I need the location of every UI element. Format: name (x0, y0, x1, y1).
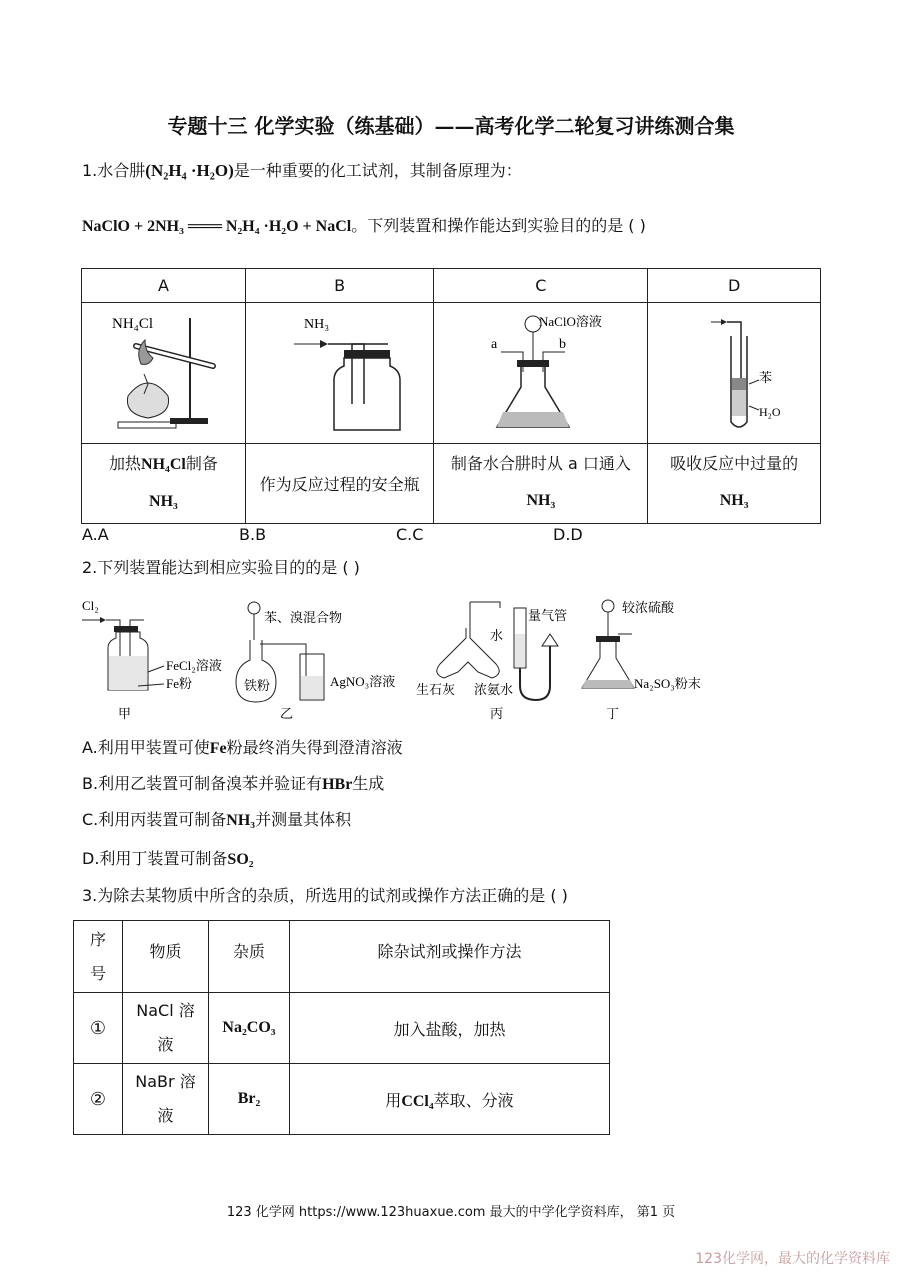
caption-d-line1: 吸收反应中过量的 (670, 454, 799, 473)
q2-option-a (82, 737, 403, 760)
q3-row2-method (290, 1064, 610, 1135)
q3-row2-no: ② (74, 1064, 123, 1135)
q2-option-c-post: 并测量其体积 (255, 810, 352, 829)
label-agno3: AgNO₃溶液 (330, 674, 396, 689)
q1-header-b: B (245, 269, 434, 303)
caption-d-line2: NH₃ (719, 492, 749, 509)
q2-stem: 2.下列装置能达到相应实验目的的是 ( ) (82, 558, 360, 577)
q1-header-c: C (434, 269, 648, 303)
label-water: H₂O (759, 405, 781, 419)
label-naclo: NaClO溶液 (538, 314, 602, 329)
q3-stem: 3.为除去某物质中所含的杂质，所选用的试剂或操作方法正确的是 ( ) (82, 886, 568, 905)
q1-formula: (N₂H₄ ·H₂O) (145, 161, 234, 180)
q1-diagram-a (82, 303, 246, 444)
q1-stem-pre: 1.水合肼 (82, 161, 146, 180)
caption-a-post: 制备 (185, 454, 218, 473)
q3-header-no-2: 号 (89, 963, 106, 983)
heating-apparatus-diagram (88, 306, 238, 436)
q1-option-a: A.A (82, 525, 109, 544)
q1-table (81, 268, 821, 524)
q3-row2-method-bold: CCl₄ (401, 1092, 434, 1110)
caption-c-line1: 制备水合肼时从 a 口通入 (450, 454, 631, 473)
q3-row1-method (290, 993, 610, 1064)
q3-row1-method-pre: 加入盐酸，加热 (393, 1019, 506, 1039)
q1-caption-b: 作为反应过程的安全瓶 (245, 444, 434, 524)
q2-apparatus-diagram (78, 594, 718, 726)
q2-option-a-post: 粉最终消失得到澄清溶液 (226, 738, 403, 757)
page-footer: 123 化学网 https://www.123huaxue.com 最大的中学化学资料库， 第1 页 (226, 1205, 676, 1220)
q2-option-c-bold: NH₃ (226, 812, 256, 829)
q3-row1-sub-1: NaCl 溶 (136, 1001, 195, 1020)
q3-row1-no: ① (74, 993, 123, 1064)
label-yi: 乙 (280, 706, 294, 721)
q2-option-b-bold: HBr (322, 776, 353, 793)
q2-option-d (82, 848, 254, 871)
q1-header-a: A (82, 269, 246, 303)
q1-equation: NaClO + 2NH₃ ═══ N₂H₄ ·H₂O + NaCl (82, 218, 352, 235)
label-iron-powder: 铁粉 (244, 678, 271, 693)
label-bing: 丙 (490, 706, 504, 721)
label-jia: 甲 (118, 706, 132, 721)
q1-diagram-c (434, 303, 648, 444)
q2-option-a-pre: A.利用甲装置可使 (82, 738, 210, 757)
q3-header-impurity: 杂质 (209, 921, 290, 993)
caption-a-bold: NH₄Cl (141, 456, 186, 473)
label-fe-powder: Fe粉 (166, 676, 193, 691)
q1-diagram-b (245, 303, 434, 444)
q1-header-d: D (648, 269, 821, 303)
q1-caption-c (434, 444, 648, 524)
q2-option-b-pre: B.利用乙装置可制备溴苯并验证有 (82, 774, 323, 793)
label-benzene: 苯 (759, 370, 773, 385)
caption-a-pre: 加热 (109, 454, 142, 473)
q1-option-d: D.D (553, 525, 583, 544)
q3-header-method: 除杂试剂或操作方法 (290, 921, 610, 993)
q2-option-d-bold: SO₂ (227, 851, 254, 868)
q3-row1-substance (123, 993, 209, 1064)
q3-row1-sub-2: 液 (157, 1035, 174, 1054)
q3-table (73, 920, 610, 1135)
q3-row2-sub-2: 液 (157, 1106, 174, 1125)
label-gauge: 量气管 (528, 608, 568, 623)
label-na2so3: Na₂SO₃粉末 (634, 676, 701, 691)
flask-funnel-diagram (441, 306, 641, 436)
q3-row2-method-post: 萃取、分液 (433, 1090, 514, 1110)
q2-option-b (82, 773, 384, 796)
q3-row2-substance (123, 1064, 209, 1135)
q1-stem-post: 是一种重要的化工试剂，其制备原理为： (233, 161, 522, 180)
q1-equation-line (82, 215, 646, 238)
label-nh4cl: NH₄Cl (112, 316, 154, 332)
q3-header-no-1: 序 (89, 929, 106, 949)
absorption-tube-diagram (659, 306, 809, 436)
q1-diagram-d (648, 303, 821, 444)
label-ding: 丁 (606, 706, 620, 721)
q3-header-substance: 物质 (123, 921, 209, 993)
q3-row2-method-pre: 用 (385, 1090, 402, 1110)
q2-option-a-bold: Fe (209, 740, 227, 757)
label-h2so4: 较浓硫酸 (622, 600, 675, 615)
q2-option-c-pre: C.利用丙装置可制备 (82, 810, 227, 829)
q1-caption-a (82, 444, 246, 524)
safety-bottle-diagram (260, 306, 420, 436)
caption-a-line2: NH₃ (149, 493, 178, 510)
label-water-bing: 水 (490, 628, 504, 643)
label-a: a (490, 337, 498, 352)
label-cl2: Cl₂ (82, 598, 99, 613)
q2-option-b-post: 生成 (352, 774, 385, 793)
q2-option-c (82, 809, 351, 832)
label-nh3-b: NH₃ (303, 317, 329, 332)
q3-header-no (74, 921, 123, 993)
q1-question: 。下列装置和操作能达到实验目的的是 ( ) (351, 216, 646, 235)
q1-option-c: C.C (396, 525, 424, 544)
q1-stem (82, 160, 522, 182)
label-fecl2: FeCl₂溶液 (166, 658, 222, 673)
label-ammonia: 浓氨水 (474, 682, 514, 697)
watermark: 123化学网，最大的化学资料库 (695, 1251, 890, 1267)
q3-row2-impurity: Br₂ (209, 1064, 290, 1135)
label-benzene-br: 苯、溴混合物 (264, 610, 343, 625)
caption-c-line2: NH₃ (526, 492, 556, 509)
q3-row2-sub-1: NaBr 溶 (135, 1072, 196, 1091)
q3-row1-impurity: Na₂CO₃ (209, 993, 290, 1064)
label-b: b (558, 337, 566, 352)
q1-option-b: B.B (239, 525, 267, 544)
page-title: 专题十三 化学实验（练基础）——高考化学二轮复习讲练测合集 (167, 114, 735, 138)
q1-caption-d (648, 444, 821, 524)
q2-option-d-pre: D.利用丁装置可制备 (82, 849, 228, 868)
label-lime: 生石灰 (416, 682, 456, 697)
